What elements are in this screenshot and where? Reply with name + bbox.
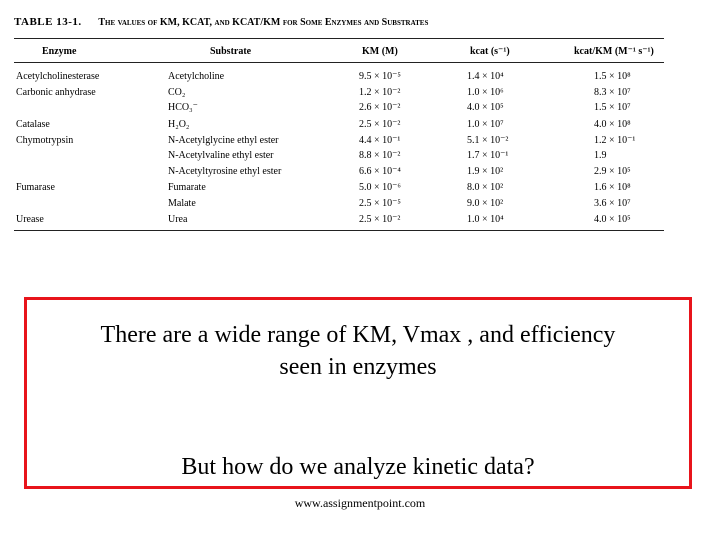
cell-efficiency: 1.2 × 10⁻¹ [594,135,636,146]
cell-enzyme: Catalase [16,119,50,130]
cell-substrate: CO₂ [168,87,186,98]
table-caption-number: TABLE 13-1. [14,16,82,28]
table-bottom-rule [14,230,664,231]
cell-substrate: N-Acetylvaline ethyl ester [168,150,274,161]
cell-enzyme: Fumarase [16,182,55,193]
table-caption-text: The values of KM, KCAT, and KCAT/KM for Some Enzymes and Substrates [98,17,429,28]
cell-substrate: HCO₃⁻ [168,102,198,113]
cell-kcat: 1.4 × 10⁴ [467,71,504,82]
cell-enzyme: Chymotrypsin [16,135,74,146]
cell-km: 2.5 × 10⁻⁵ [359,198,401,209]
cell-efficiency: 2.9 × 10⁵ [594,166,631,177]
cell-enzyme: Urease [16,214,44,225]
callout-box [24,297,692,489]
header-km: KM (M) [362,46,398,57]
table-caption [14,16,428,28]
header-kcat: kcat (s⁻¹) [470,46,510,57]
cell-substrate: N-Acetyltyrosine ethyl ester [168,166,282,177]
header-substrate: Substrate [210,46,252,57]
cell-efficiency: 4.0 × 10⁸ [594,119,631,130]
cell-kcat: 9.0 × 10² [467,198,504,209]
cell-kcat: 1.0 × 10⁶ [467,87,504,98]
callout-line-1: There are a wide range of KM, Vmax , and efficiency [100,322,616,348]
cell-substrate: Urea [168,214,188,225]
cell-efficiency: 1.5 × 10⁸ [594,71,631,82]
cell-km: 5.0 × 10⁻⁶ [359,182,401,193]
source-credit: www.assignmentpoint.com [294,496,426,510]
cell-kcat: 1.0 × 10⁷ [467,119,504,130]
cell-km: 2.5 × 10⁻² [359,119,401,130]
cell-enzyme: Carbonic anhydrase [16,87,96,98]
cell-km: 6.6 × 10⁻⁴ [359,166,401,177]
cell-km: 9.5 × 10⁻⁵ [359,71,401,82]
header-efficiency: kcat/KM (M⁻¹ s⁻¹) [574,46,654,57]
cell-substrate: Acetylcholine [168,71,225,82]
cell-kcat: 1.0 × 10⁴ [467,214,504,225]
cell-km: 1.2 × 10⁻² [359,87,401,98]
cell-kcat: 8.0 × 10² [467,182,504,193]
cell-efficiency: 4.0 × 10⁵ [594,214,631,225]
cell-kcat: 1.9 × 10² [467,166,504,177]
cell-efficiency: 1.5 × 10⁷ [594,102,631,113]
callout-line-2: seen in enzymes [279,354,437,380]
cell-substrate: N-Acetylglycine ethyl ester [168,135,279,146]
table-top-rule [14,38,664,39]
table-header-rule [14,62,664,63]
cell-km: 8.8 × 10⁻² [359,150,401,161]
cell-km: 2.6 × 10⁻² [359,102,401,113]
cell-efficiency: 8.3 × 10⁷ [594,87,631,98]
cell-km: 4.4 × 10⁻¹ [359,135,401,146]
cell-enzyme: Acetylcholinesterase [16,71,100,82]
cell-efficiency: 1.9 [594,150,607,161]
cell-substrate: Malate [168,198,196,209]
cell-km: 2.5 × 10⁻² [359,214,401,225]
cell-substrate: H₂O₂ [168,119,190,130]
enzyme-kinetics-table [14,16,664,232]
cell-substrate: Fumarate [168,182,206,193]
cell-kcat: 4.0 × 10⁵ [467,102,504,113]
callout-question: But how do we analyze kinetic data? [181,454,535,480]
cell-kcat: 5.1 × 10⁻² [467,135,509,146]
header-enzyme: Enzyme [42,46,77,57]
cell-efficiency: 3.6 × 10⁷ [594,198,631,209]
cell-efficiency: 1.6 × 10⁸ [594,182,631,193]
cell-kcat: 1.7 × 10⁻¹ [467,150,509,161]
